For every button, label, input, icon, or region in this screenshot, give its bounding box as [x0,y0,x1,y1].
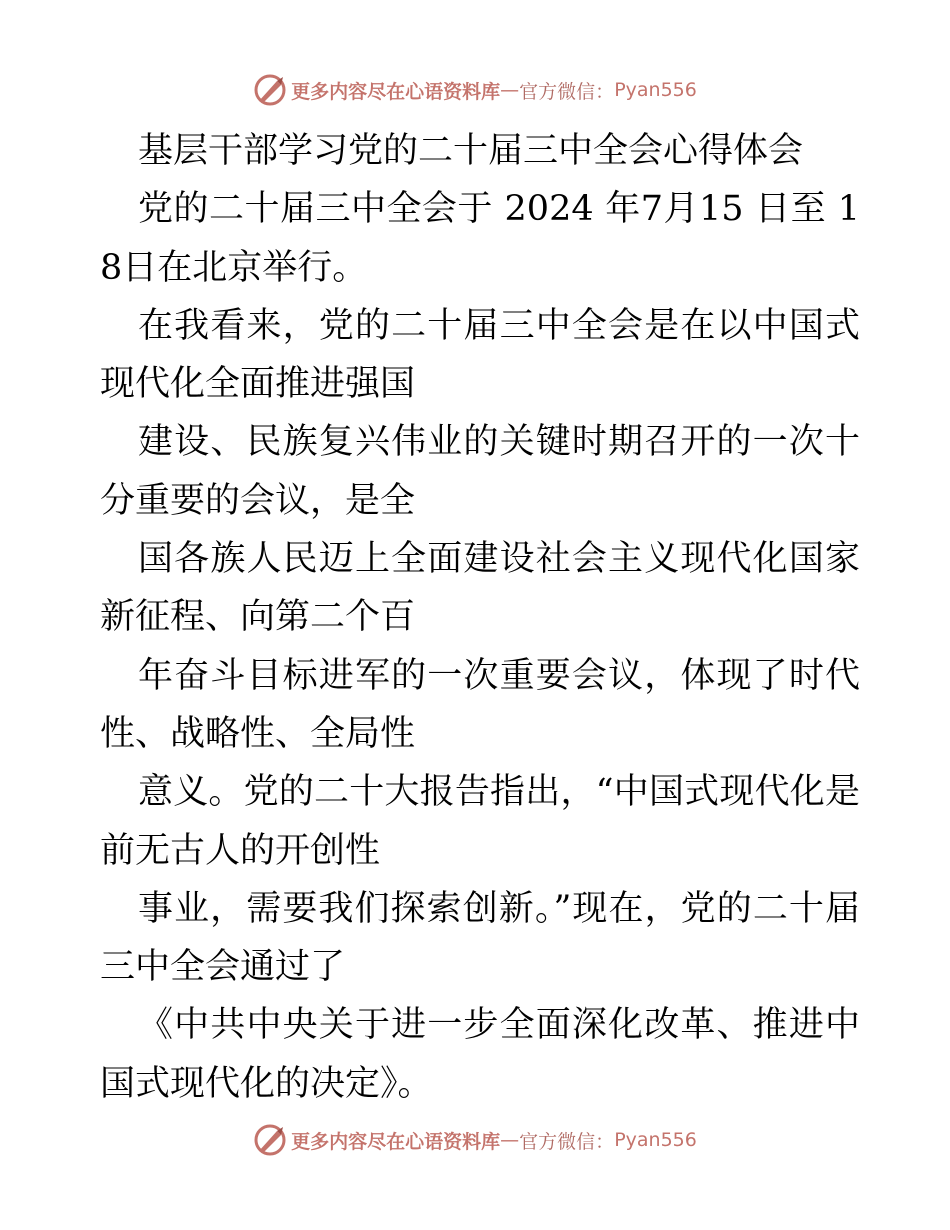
banner-dash: — [500,1129,520,1151]
paragraph-4: 国各族人民迈上全面建设社会主义现代化国家新征程、向第二个百 [100,539,860,638]
banner-wechat-label: 官方微信： [519,80,615,103]
footer-watermark-banner [0,1120,950,1160]
banner-wechat-id: Pyan556 [614,1129,697,1151]
paragraph-5: 年奋斗目标进军的一次重要会议，体现了时代性、战略性、全局性 [100,655,860,754]
banner-wechat-label: 官方微信： [519,1130,615,1153]
document-body [100,122,860,1113]
paragraph-6: 意义。党的二十大报告指出，“中国式现代化是前无古人的开创性 [100,772,860,871]
banner-site-text: 更多内容尽在心语资料库 [291,1130,501,1153]
quill-logo-icon [253,73,287,107]
banner-site-text: 更多内容尽在心语资料库 [291,80,501,103]
paragraph-8: 《中共中央关于进一步全面深化改革、推进中国式现代化的决定》。 [100,1005,860,1104]
paragraph-7: 事业，需要我们探索创新。”现在，党的二十届三中全会通过了 [100,888,860,988]
paragraph-1: 党的二十届三中全会于 2024 年7月15 日至 18日在北京举行。 [100,189,860,288]
paragraph-2: 在我看来，党的二十届三中全会是在以中国式现代化全面推进强国 [100,305,860,405]
header-watermark-banner [0,70,950,110]
quill-logo-icon [253,1123,287,1157]
document-title: 基层干部学习党的二十届三中全会心得体会 [138,131,804,171]
banner-dash: — [500,79,520,101]
banner-wechat-id: Pyan556 [614,79,697,101]
paragraph-3: 建设、民族复兴伟业的关键时期召开的一次十分重要的会议，是全 [100,422,860,521]
